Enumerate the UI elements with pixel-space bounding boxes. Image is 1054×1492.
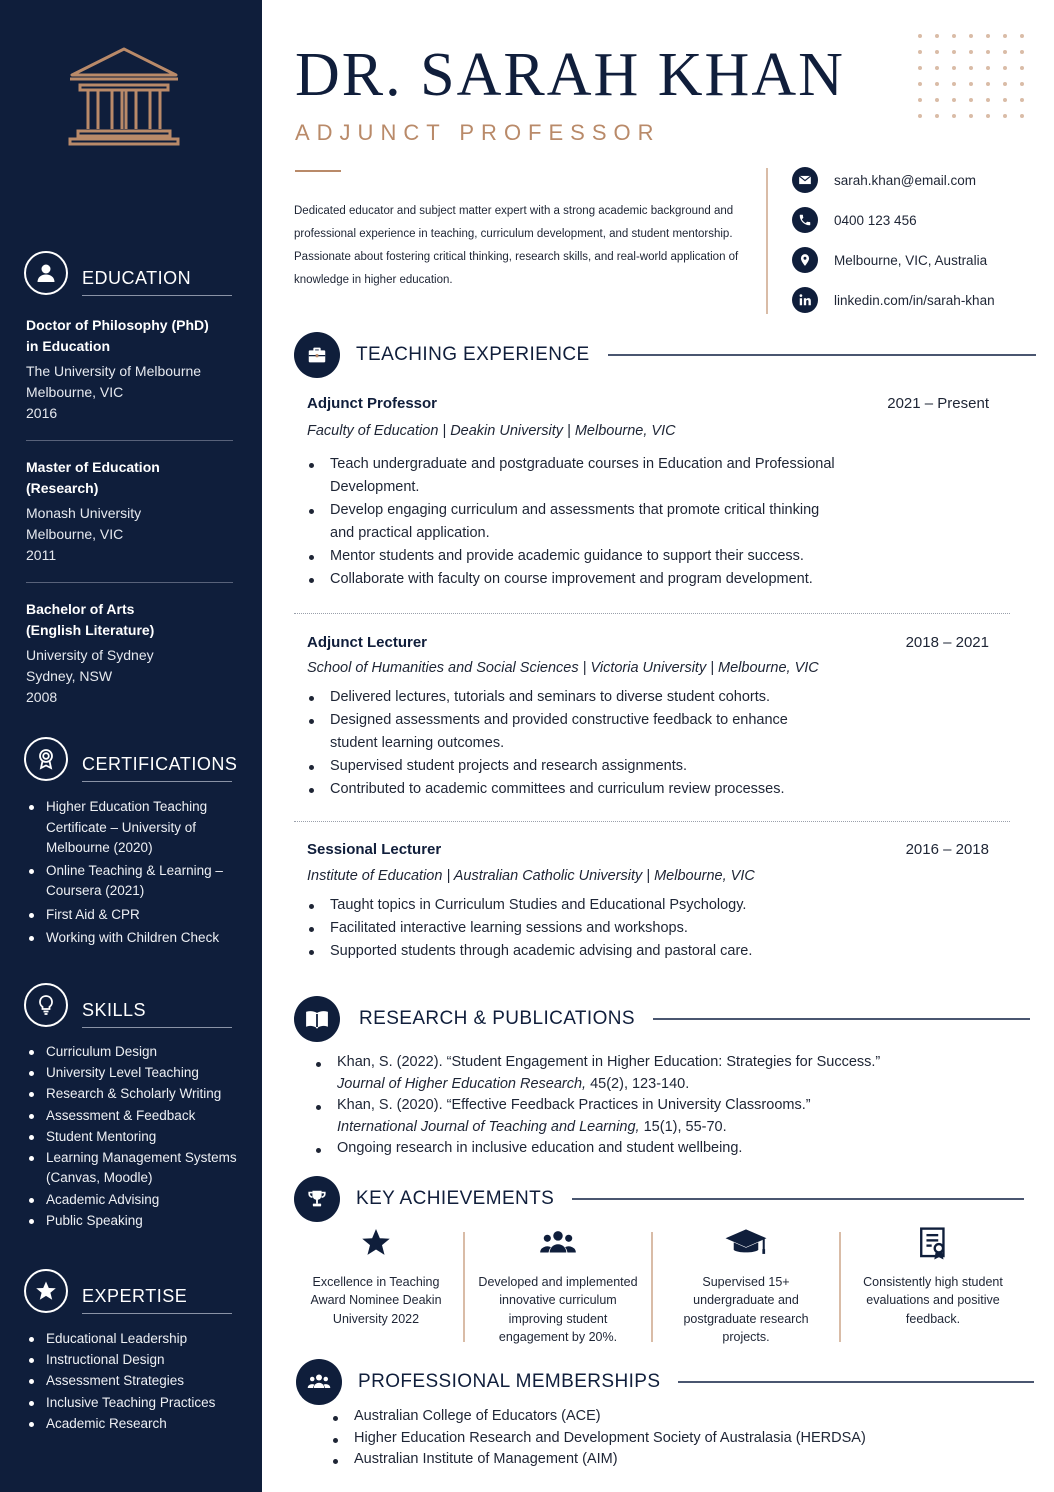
lightbulb-icon [24,983,68,1027]
job-bullets [307,894,837,963]
publications-list [314,1052,914,1160]
list-item: Working with Children Check [26,928,241,949]
year: 2016 [26,405,58,421]
divider [463,1232,465,1342]
journal-name: International Journal of Teaching and Learning, [337,1118,640,1135]
divider [294,821,1010,822]
email-text: sarah.khan@email.com [834,172,977,188]
research-title: RESEARCH & PUBLICATIONS [359,1008,635,1029]
list-item: Educational Leadership [26,1329,241,1350]
list-item: Academic Research [26,1414,241,1435]
achievements-title: KEY ACHIEVEMENTS [356,1188,555,1209]
list-item: Higher Education Teaching Certificate – University of Melbourne (2020) [26,797,241,859]
place: Melbourne, VIC [26,384,124,400]
year: 2011 [26,547,57,563]
list-item: Supported students through academic advising and pastoral care. [307,940,837,963]
achievement-item [476,1226,640,1347]
degree: Bachelor of Arts [26,601,135,617]
list-item: First Aid & CPR [26,905,241,926]
publication-citation: Khan, S. (2022). “Student Engagement in Higher Education: Strategies for Success.” [337,1054,881,1070]
publication-citation: Khan, S. (2020). “Effective Feedback Practices in University Classrooms.” [337,1097,811,1113]
trophy-icon [294,1176,340,1222]
skills-title: SKILLS [82,1000,232,1028]
job-title: Sessional Lecturer [307,841,442,858]
education-item [26,315,236,424]
divider [294,613,1010,614]
section-rule [608,354,1036,356]
achievement-text: Supervised 15+ undergraduate and postgraduate research projects. [683,1275,809,1345]
list-item: Academic Advising [26,1190,241,1211]
star-icon [24,1269,68,1313]
list-item: Contributed to academic committees and curriculum review processes. [307,778,817,801]
expertise-title: EXPERTISE [82,1286,232,1314]
expertise-heading [24,1268,232,1314]
certificate-icon [856,1226,1010,1260]
list-item: Assessment & Feedback [26,1106,241,1127]
list-item: Assessment Strategies [26,1371,241,1392]
sidebar [0,0,262,1492]
expertise-list [26,1329,241,1434]
achievements-heading [294,1176,1024,1222]
education-heading [24,250,232,296]
university-building-icon [66,45,182,147]
teaching-heading [294,332,1036,378]
publication-item [314,1052,914,1095]
linkedin-text: linkedin.com/in/sarah-khan [834,292,995,308]
teaching-title: TEACHING EXPERIENCE [356,344,590,365]
list-item: Student Mentoring [26,1127,241,1148]
professional-summary: Dedicated educator and subject matter expert with a strong academic background and professional experience in teaching, curriculum development, and student mentorship. Passionate about fostering critical thinking, research skills, and real-world application of knowledge in higher education. [294,205,739,286]
job-title: Adjunct Lecturer [307,634,428,651]
contact-email[interactable] [792,167,976,193]
publication-details: 15(1), 55-70. [639,1118,727,1135]
publication-details: 45(2), 123-140. [586,1075,690,1092]
school: Monash University [26,505,142,521]
degree: (English Literature) [26,622,155,638]
education-item [26,457,236,566]
list-item: Australian College of Educators (ACE) [331,1406,951,1428]
person-name: DR. SARAH KHAN [295,41,845,109]
list-item: Inclusive Teaching Practices [26,1393,241,1414]
list-item: Research & Scholarly Writing [26,1084,241,1105]
education-title: EDUCATION [82,268,232,296]
map-pin-icon [792,247,818,273]
achievement-text: Developed and implemented innovative curriculum improving student engagement by 20%. [478,1275,638,1345]
divider [26,582,233,583]
group-icon [296,1359,342,1405]
achievement-text: Consistently high student evaluations and positive feedback. [863,1275,1003,1326]
list-item: Supervised student projects and research assignments. [307,755,817,778]
vertical-divider [766,168,768,314]
divider [839,1232,841,1342]
section-rule [572,1198,1024,1200]
school: The University of Melbourne [26,363,202,379]
user-icon [24,251,68,295]
briefcase-icon [294,332,340,378]
journal-name: Journal of Higher Education Research, [337,1075,587,1092]
location-text: Melbourne, VIC, Australia [834,252,988,268]
job-title: Adjunct Professor [307,395,438,412]
list-item: Delivered lectures, tutorials and seminars to diverse student cohorts. [307,686,817,709]
list-item: Facilitated interactive learning sessions and workshops. [307,917,837,940]
job-bullets [307,453,837,591]
certifications-list [26,797,241,949]
award-ribbon-icon [24,737,68,781]
list-item: Designed assessments and provided constructive feedback to enhance student learning outcomes. [307,709,817,755]
publication-item [314,1095,914,1138]
dot-pattern-decoration [914,32,1026,124]
job-subtitle: Faculty of Education | Deakin University | Melbourne, VIC [307,423,676,439]
list-item: Public Speaking [26,1211,241,1232]
divider [26,440,233,441]
list-item: Online Teaching & Learning – Coursera (2021) [26,861,241,902]
place: Melbourne, VIC [26,526,124,542]
degree: Doctor of Philosophy (PhD) [26,317,209,333]
school: University of Sydney [26,647,154,663]
memberships-heading [296,1359,1034,1405]
year: 2008 [26,689,58,705]
list-item: Instructional Design [26,1350,241,1371]
degree: (Research) [26,480,99,496]
job-subtitle: School of Humanities and Social Sciences | Victoria University | Melbourne, VIC [307,660,819,676]
achievement-text: Excellence in Teaching Award Nominee Deakin University 2022 [310,1275,442,1326]
job-subtitle: Institute of Education | Australian Catholic University | Melbourne, VIC [307,868,755,884]
section-rule [678,1381,1034,1383]
accent-bar [295,170,341,172]
list-item: Higher Education Research and Development Society of Australasia (HERDSA) [331,1428,951,1450]
job-dates: 2016 – 2018 [905,841,989,858]
job-role: ADJUNCT PROFESSOR [295,120,661,145]
achievement-item [856,1226,1010,1328]
research-heading [294,996,1030,1042]
certifications-heading [24,736,238,782]
linkedin-icon [792,287,818,313]
education-item [26,599,236,708]
place: Sydney, NSW [26,668,113,684]
skills-heading [24,982,232,1028]
phone-icon [792,207,818,233]
contact-phone[interactable] [792,207,917,233]
list-item: Develop engaging curriculum and assessments that promote critical thinking and practical application. [307,499,837,545]
star-icon [306,1226,446,1260]
memberships-list [331,1406,951,1471]
group-icon [476,1226,640,1260]
phone-text: 0400 123 456 [834,212,917,228]
degree: Master of Education [26,459,160,475]
certifications-title: CERTIFICATIONS [82,754,232,782]
list-item: Mentor students and provide academic guidance to support their success. [307,545,837,568]
list-item: Teach undergraduate and postgraduate courses in Education and Professional Development. [307,453,837,499]
list-item: Curriculum Design [26,1042,241,1063]
list-item: Learning Management Systems (Canvas, Moodle) [26,1148,241,1189]
degree: in Education [26,338,110,354]
divider [651,1232,653,1342]
achievement-item [306,1226,446,1328]
contact-location [792,247,987,273]
section-rule [653,1018,1030,1020]
job-bullets [307,686,817,801]
graduation-cap-icon [676,1226,816,1260]
list-item: Australian Institute of Management (AIM) [331,1449,951,1471]
open-book-icon [294,996,340,1042]
job-dates: 2021 – Present [887,395,989,412]
job-dates: 2018 – 2021 [905,634,989,651]
achievement-item [676,1226,816,1347]
list-item: Taught topics in Curriculum Studies and Educational Psychology. [307,894,837,917]
list-item: Ongoing research in inclusive education and student wellbeing. [314,1138,914,1160]
list-item: Collaborate with faculty on course improvement and program development. [307,568,837,591]
skills-list [26,1042,241,1231]
list-item: University Level Teaching [26,1063,241,1084]
memberships-title: PROFESSIONAL MEMBERSHIPS [358,1371,661,1392]
contact-linkedin[interactable] [792,287,995,313]
envelope-icon [792,167,818,193]
